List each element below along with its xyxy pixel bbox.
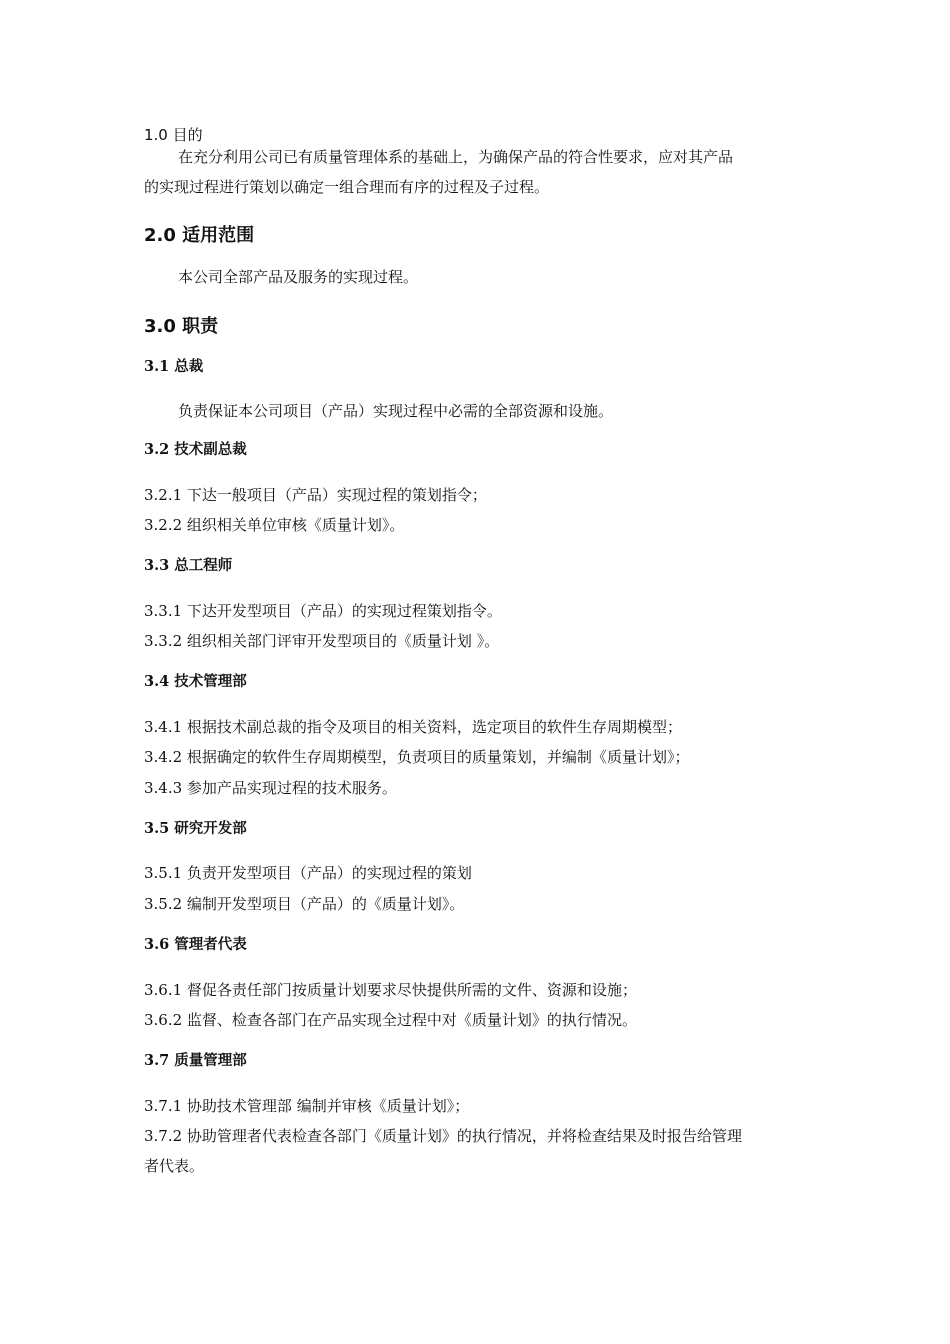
list-item-3-7-2-continuation: 者代表。 — [144, 1157, 205, 1175]
list-item-3-6-2: 3.6.2 监督、检查各部门在产品实现全过程中对《质量计划》的执行情况。 — [144, 1011, 637, 1029]
list-item-3-5-1: 3.5.1 负责开发型项目（产品）的实现过程的策划 — [144, 864, 472, 882]
subsection-3-6-heading: 3.6 管理者代表 — [144, 936, 247, 953]
subsection-3-1-paragraph: 负责保证本公司项目（产品）实现过程中必需的全部资源和设施。 — [178, 402, 614, 420]
subsection-3-5-heading: 3.5 研究开发部 — [144, 820, 247, 837]
list-item-3-3-1: 3.3.1 下达开发型项目（产品）的实现过程策划指令。 — [144, 602, 502, 620]
subsection-3-4-heading: 3.4 技术管理部 — [144, 673, 247, 690]
list-item-3-2-1: 3.2.1 下达一般项目（产品）实现过程的策划指令； — [144, 486, 487, 504]
subsection-3-2-heading: 3.2 技术副总裁 — [144, 441, 247, 458]
section-2-heading: 2.0 适用范围 — [144, 225, 255, 246]
subsection-3-7-heading: 3.7 质量管理部 — [144, 1052, 247, 1069]
section-1-paragraph-line-1: 在充分利用公司已有质量管理体系的基础上，为确保产品的符合性要求，应对其产品 — [178, 148, 734, 166]
list-item-3-4-1: 3.4.1 根据技术副总裁的指令及项目的相关资料，选定项目的软件生存周期模型； — [144, 718, 682, 736]
section-1-heading: 1.0 目的 — [144, 126, 203, 144]
section-1-paragraph-line-2: 的实现过程进行策划以确定一组合理而有序的过程及子过程。 — [144, 178, 550, 196]
list-item-3-3-2: 3.3.2 组织相关部门评审开发型项目的《质量计划 》。 — [144, 632, 500, 650]
list-item-3-7-1: 3.7.1 协助技术管理部 编制并审核《质量计划》； — [144, 1097, 470, 1115]
subsection-3-1-heading: 3.1 总裁 — [144, 358, 204, 375]
list-item-3-4-2: 3.4.2 根据确定的软件生存周期模型，负责项目的质量策划，并编制《质量计划》； — [144, 748, 690, 766]
section-3-heading: 3.0 职责 — [144, 316, 219, 337]
section-2-paragraph: 本公司全部产品及服务的实现过程。 — [178, 268, 419, 286]
list-item-3-5-2: 3.5.2 编制开发型项目（产品）的《质量计划》。 — [144, 895, 465, 913]
subsection-3-3-heading: 3.3 总工程师 — [144, 557, 233, 574]
list-item-3-2-2: 3.2.2 组织相关单位审核《质量计划》。 — [144, 516, 405, 534]
list-item-3-6-1: 3.6.1 督促各责任部门按质量计划要求尽快提供所需的文件、资源和设施； — [144, 981, 637, 999]
list-item-3-7-2: 3.7.2 协助管理者代表检查各部门《质量计划》的执行情况，并将检查结果及时报告给管理 — [144, 1127, 742, 1145]
list-item-3-4-3: 3.4.3 参加产品实现过程的技术服务。 — [144, 779, 397, 797]
